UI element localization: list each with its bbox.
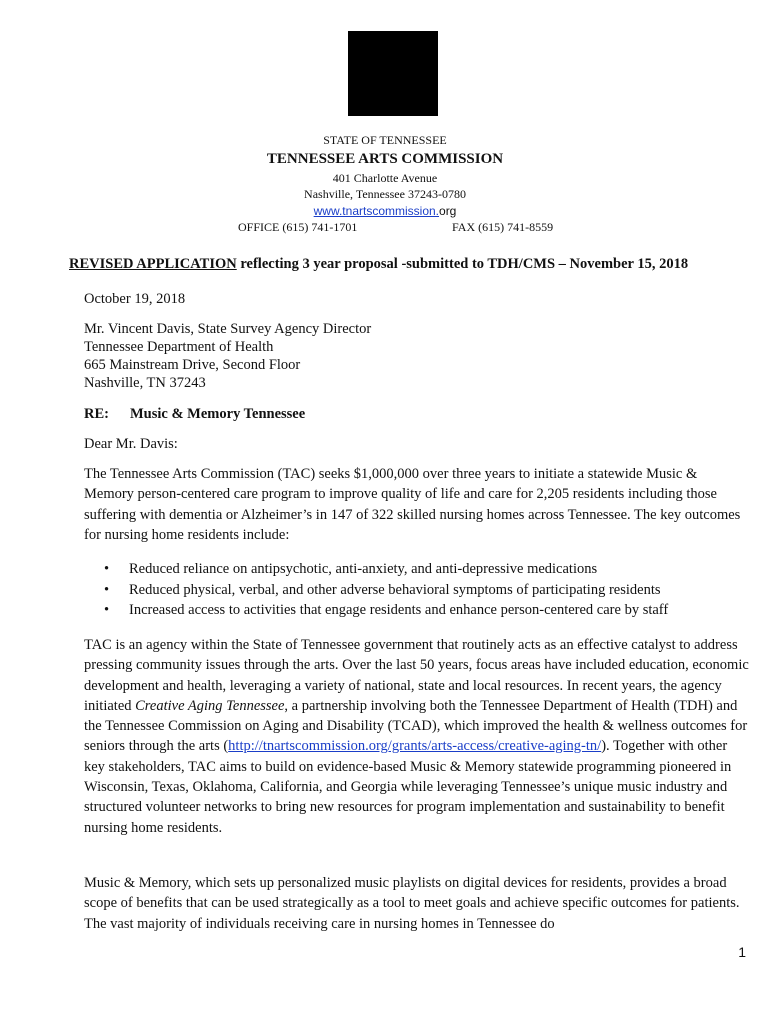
subject-text: Music & Memory Tennessee [130,406,306,422]
subject-line [84,404,749,424]
recipient-line: Mr. Vincent Davis, State Survey Agency Director [84,321,372,337]
program-name-italic: Creative Aging Tennessee [135,697,285,714]
list-item [104,559,668,580]
list-item-text: Reduced reliance on antipsychotic, anti-anxiety, and anti-depressive medications [129,561,598,577]
paragraph-text: , a partnership involving both the Tennessee Department of Health (TDH) and the Tennessee Commission on Aging and Disability (TCAD), which improved the health & wellness outcomes for seniors through the arts ( [84,697,748,755]
letterhead-fax: FAX (615) 741-8559 [452,220,554,234]
paragraph-intro: The Tennessee Arts Commission (TAC) seeks $1,000,000 over three years to initiate a statewide Music & Memory person-centered care program to improve quality of life and care for 2,205 residents including those suffering with dementia or Alzheimer’s in 147 of 322 skilled nursing homes across Tennessee. The key outcomes for nursing home residents include: [84,466,741,543]
revised-application-label: REVISED APPLICATION [69,256,237,272]
paragraph-text: TAC is an agency within the State of Tennessee government that routinely acts as an effective catalyst to address pressing community issues through the arts. Over the last 50 years, focus areas have included education, economic development and health, leveraging a variety of national, state and local resources. In recent years, the agency initiated [84,637,749,714]
letterhead-address-line1: 401 Charlotte Avenue [332,171,438,185]
letterhead-agency-title: TENNESSEE ARTS COMMISSION [266,151,504,167]
list-item [104,580,668,601]
bullet-icon: • [104,581,110,598]
letterhead-website [0,203,770,219]
website-suffix: org [439,204,457,218]
state-seal-logo [348,31,438,116]
website-link[interactable]: www.tnartscommission. [313,204,440,218]
recipient-address [84,320,749,392]
letter-date: October 19, 2018 [84,291,186,307]
creative-aging-link[interactable]: http://tnartscommission.org/grants/arts-access/creative-aging-tn/ [228,738,602,755]
letterhead-office-phone: OFFICE (615) 741-1701 [238,220,358,234]
bullet-icon: • [104,561,110,577]
recipient-line: Nashville, TN 37243 [84,375,206,391]
paragraph-text: ). Together with other key stakeholders, TAC aims to build on evidence-based Music & Memory statewide programming pioneered in Wisconsin, Texas, Oklahoma, California, and Georgia while leveraging Tennessee’s unique music industry and structured volunteer networks to bring new resources for program implementation and sustainability to benefit nursing home residents. [84,738,732,836]
paragraph-tac-background [84,635,749,838]
salutation: Dear Mr. Davis: [84,436,178,452]
list-item [104,600,668,621]
paragraph-music-memory: Music & Memory, which sets up personalized music playlists on digital devices for residents, provides a broad scope of benefits that can be used strategically as a tool to meet goals and achieve specific outcomes for patients. The vast majority of individuals receiving care in nursing homes in Tennessee do [84,875,740,932]
recipient-line: Tennessee Department of Health [84,339,274,355]
revised-application-rest: reflecting 3 year proposal -submitted to TDH/CMS – November 15, 2018 [236,256,689,272]
recipient-line: 665 Mainstream Drive, Second Floor [84,357,301,373]
bullet-icon: • [104,602,110,618]
letterhead-state: STATE OF TENNESSEE [323,133,447,147]
page-number: 1 [738,944,746,960]
revised-application-heading [69,255,688,273]
list-item-text: Increased access to activities that engage residents and enhance person-centered care by staff [129,602,669,618]
outcomes-list [104,559,668,621]
subject-label: RE: [84,406,109,422]
list-item-text: Reduced physical, verbal, and other adverse behavioral symptoms of participating residents [129,581,661,598]
letterhead-address-line2: Nashville, Tennessee 37243-0780 [304,187,466,201]
